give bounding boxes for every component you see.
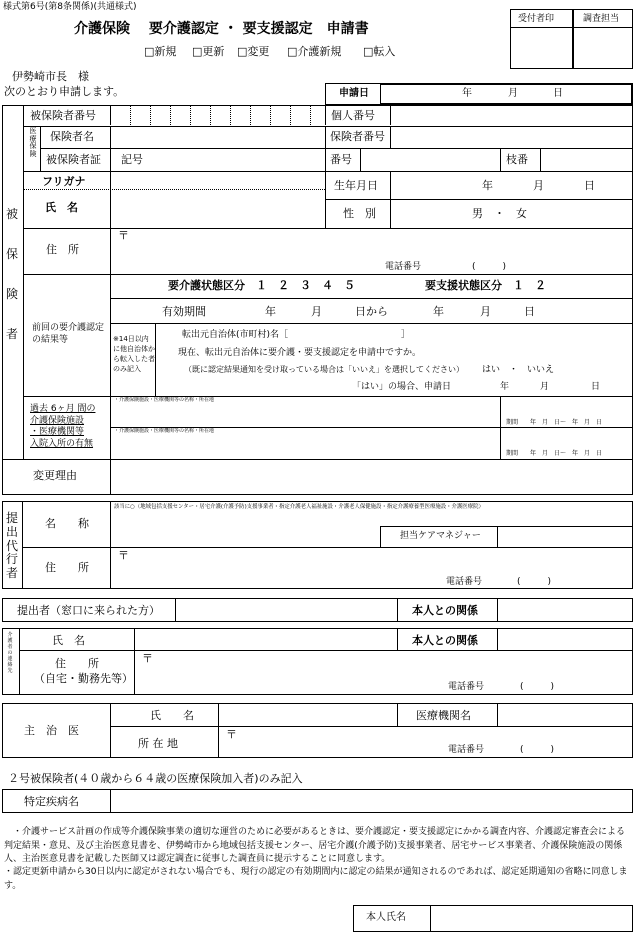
insured-number-label: 被保険者番号	[30, 109, 96, 122]
address-label: 住 所	[46, 243, 79, 256]
disease-field[interactable]	[111, 790, 632, 812]
doctor-location-label: 所 在 地	[138, 737, 178, 750]
contact-address-sub: （自宅・勤務先等）	[34, 672, 133, 685]
branch-field[interactable]	[541, 149, 631, 170]
side-char: 保	[6, 247, 19, 261]
doctor-postal-mark: 〒	[226, 728, 237, 741]
contact-relation-label: 本人との関係	[412, 634, 478, 647]
sex-label: 性 別	[343, 207, 376, 220]
reception-stamp-label: 受付者印	[518, 14, 555, 24]
card-label: 被保険者証	[46, 153, 101, 166]
side-char: 被	[6, 207, 19, 221]
agent-postal-mark: 〒	[118, 549, 129, 562]
period-month2: 月	[480, 305, 491, 318]
birth-day: 日	[584, 179, 595, 192]
insurer-label: 保険者名	[50, 130, 94, 143]
care-level-options[interactable]: 要介護状態区分 １ ２ ３ ４ ５	[168, 279, 355, 292]
agent-address-field[interactable]	[111, 548, 632, 588]
personal-number-label: 個人番号	[331, 109, 375, 122]
submitter-label: 提出者（窓口に来られた方）	[17, 604, 160, 617]
contact-postal-mark: 〒	[142, 652, 153, 665]
page-title: 介護保険 要介護認定 ・ 要支援認定 申請書	[74, 21, 369, 37]
facility-period-2: 期間 年 月 日～ 年 月 日	[506, 450, 603, 457]
checkbox-change[interactable]: □変更	[237, 45, 270, 58]
agent-address-label: 住 所	[45, 561, 89, 574]
checkbox-care-new[interactable]: □介護新規	[287, 45, 342, 58]
transfer-note: ※14日以内に他自治体から転入した者のみ記入	[113, 335, 155, 374]
sex-options[interactable]: 男 ・ 女	[472, 207, 527, 220]
address-field[interactable]	[111, 229, 632, 273]
contact-relation-field[interactable]	[498, 629, 632, 649]
change-reason-field[interactable]	[111, 460, 632, 494]
facility-label-line: 過去 6ヶ月 間の	[30, 404, 96, 414]
agent-name-label: 名 称	[45, 517, 89, 530]
support-level-options[interactable]: 要支援状態区分 １ ２	[425, 279, 546, 292]
side-char: 険	[29, 150, 37, 159]
side-char: 療	[29, 134, 37, 143]
institution-label: 医療機関名	[416, 709, 471, 722]
disease-label: 特定疾病名	[24, 795, 79, 808]
yes-year: 年	[500, 382, 510, 392]
yes-no-options[interactable]: はい ・ いいえ	[482, 365, 555, 375]
doctor-name-field[interactable]	[219, 704, 395, 725]
contact-phone-paren: ( )	[520, 682, 555, 692]
facility-label	[30, 404, 95, 451]
agent-phone-label: 電話番号	[446, 577, 483, 587]
furigana-label: フリガナ	[42, 175, 86, 188]
medical-insurance-label	[28, 128, 38, 159]
addressee: 伊勢崎市長 様	[12, 70, 89, 83]
facility-line-label-2: ・介護保険施設・医療機関等の名称・所在地	[114, 428, 215, 434]
contact-address-label: 住 所	[55, 657, 99, 670]
birth-month: 月	[533, 179, 544, 192]
date-month: 月	[508, 88, 518, 99]
transfer-note-2: （既に認定結果通知を受け取っている場合は「いいえ」を選択してください）	[184, 365, 464, 374]
personal-number-field[interactable]	[391, 106, 631, 125]
side-char: 者	[5, 566, 18, 581]
submitter-relation-label: 本人との関係	[412, 604, 478, 617]
institution-field[interactable]	[498, 704, 632, 725]
name-field[interactable]	[111, 190, 324, 227]
furigana-field[interactable]	[111, 172, 324, 189]
side-char: 者	[6, 327, 19, 341]
facility-label-line: ・医療機関等	[30, 427, 85, 438]
doctor-name-label: 氏 名	[150, 709, 194, 722]
agent-phone-paren: ( )	[517, 577, 552, 587]
facility-period-1: 期間 年 月 日～ 年 月 日	[506, 419, 603, 426]
contact-name-label: 氏 名	[52, 634, 85, 647]
period-year2: 年	[433, 305, 444, 318]
doctor-phone-paren: ( )	[520, 745, 555, 755]
transfer-close: ］	[401, 330, 411, 340]
side-char: 医	[29, 127, 37, 135]
period-day2: 日	[524, 305, 535, 318]
side-char: 保	[29, 142, 37, 151]
yes-month: 月	[540, 382, 550, 392]
contact-address-field[interactable]	[135, 651, 632, 694]
care-manager-field[interactable]	[498, 527, 632, 546]
previous-result-label: 前回の要介護認定の結果等	[32, 323, 105, 345]
form-number: 様式第6号(第8条関係)(共通様式)	[3, 2, 137, 12]
contact-phone-label: 電話番号	[448, 682, 485, 692]
care-manager-label: 担当ケアマネジャー	[400, 531, 481, 541]
signature-field[interactable]	[431, 906, 632, 931]
transfer-from-label: 転出元自治体(市町村)名［	[182, 330, 289, 340]
application-date-label: 申請日	[339, 88, 369, 99]
contact-side-label: 介護者の連絡先	[7, 632, 13, 674]
facility-line-label-1: ・介護保険施設・医療機関等の名称・所在地	[114, 397, 215, 403]
change-reason-label: 変更理由	[33, 469, 77, 482]
submitter-relation-field[interactable]	[498, 599, 632, 621]
side-char: 出	[5, 524, 18, 539]
period-month: 月	[311, 305, 322, 318]
insurer-number-label: 保険者番号	[330, 130, 385, 143]
checkbox-new[interactable]: □新規	[144, 45, 177, 58]
side-char: 代	[5, 538, 18, 553]
contact-name-field[interactable]	[135, 629, 396, 649]
doctor-location-field[interactable]	[219, 727, 632, 757]
branch-label: 枝番	[506, 153, 528, 166]
birth-year: 年	[482, 179, 493, 192]
no2-note: ２号被保険者(４０歳から６４歳の医療保険加入者)のみ記入	[8, 772, 303, 785]
signature-label: 本人氏名	[366, 912, 406, 923]
date-year: 年	[462, 88, 472, 99]
agent-side-label	[5, 512, 19, 581]
yes-case-label: 「はい」の場合、申請日	[352, 382, 452, 392]
application-date-field[interactable]	[380, 84, 632, 104]
intro-text: 次のとおり申請します。	[4, 85, 125, 98]
yes-day: 日	[591, 382, 601, 392]
insured-side-label	[6, 208, 18, 340]
period-year: 年	[265, 305, 276, 318]
survey-stamp-label: 調査担当	[583, 14, 620, 24]
checkbox-transfer[interactable]: □転入	[363, 45, 396, 58]
birth-label: 生年月日	[334, 179, 378, 192]
period-label: 有効期間	[162, 305, 206, 318]
date-day: 日	[553, 88, 563, 99]
submitter-field[interactable]	[176, 599, 396, 621]
doctor-label: 主 治 医	[24, 724, 79, 737]
insurer-number-field[interactable]	[391, 127, 631, 147]
symbol-label: 記号	[121, 153, 143, 166]
number-label: 番号	[330, 153, 352, 166]
side-char: 険	[6, 287, 19, 301]
phone-label: 電話番号	[385, 262, 422, 272]
transfer-question: 現在、転出元自治体に要介護・要支援認定を申請中ですか。	[178, 348, 422, 358]
name-label: 氏 名	[45, 201, 78, 214]
period-day-from: 日から	[355, 305, 388, 318]
postal-mark: 〒	[118, 229, 129, 242]
phone-paren: ( )	[472, 262, 507, 272]
doctor-phone-label: 電話番号	[448, 745, 485, 755]
consent-text-1: ・介護サービス計画の作成等介護保険事業の適切な運営のために必要があるときは、要介護認定・要支援認定にかかる調査内容、介護認定審査会による判定結果・意見、及び主治医意見書を、伊勢崎市から地域包括支援センター、居宅介護(介護予防)支援事業者、居宅サービス事業者、介護保険施設の関係人、主治医意見書を記載した医師又は認定調査に従事した調査員に提示することに同意します。	[4, 827, 626, 864]
side-char: 行	[5, 552, 18, 567]
insurer-field[interactable]	[111, 127, 324, 147]
agent-type-note: 該当に○（地域包括支援センター・居宅介護(介護予防)支援事業者・指定介護老人福祉施設・介護老人保健施設・指定介護療養型医療施設・介護医療院）	[114, 504, 484, 510]
side-char: 提	[5, 511, 18, 525]
consent-text-2: ・認定更新申請から30日以内に認定がされない場合でも、現行の認定の有効期間内に認定の結果が通知されるのであれば、認定延期通知の省略に同意します。	[4, 867, 628, 891]
checkbox-renew[interactable]: □更新	[192, 45, 225, 58]
facility-label-line: 介護保険施設	[30, 415, 85, 426]
facility-label-line: 入院入所の有無	[30, 439, 94, 450]
